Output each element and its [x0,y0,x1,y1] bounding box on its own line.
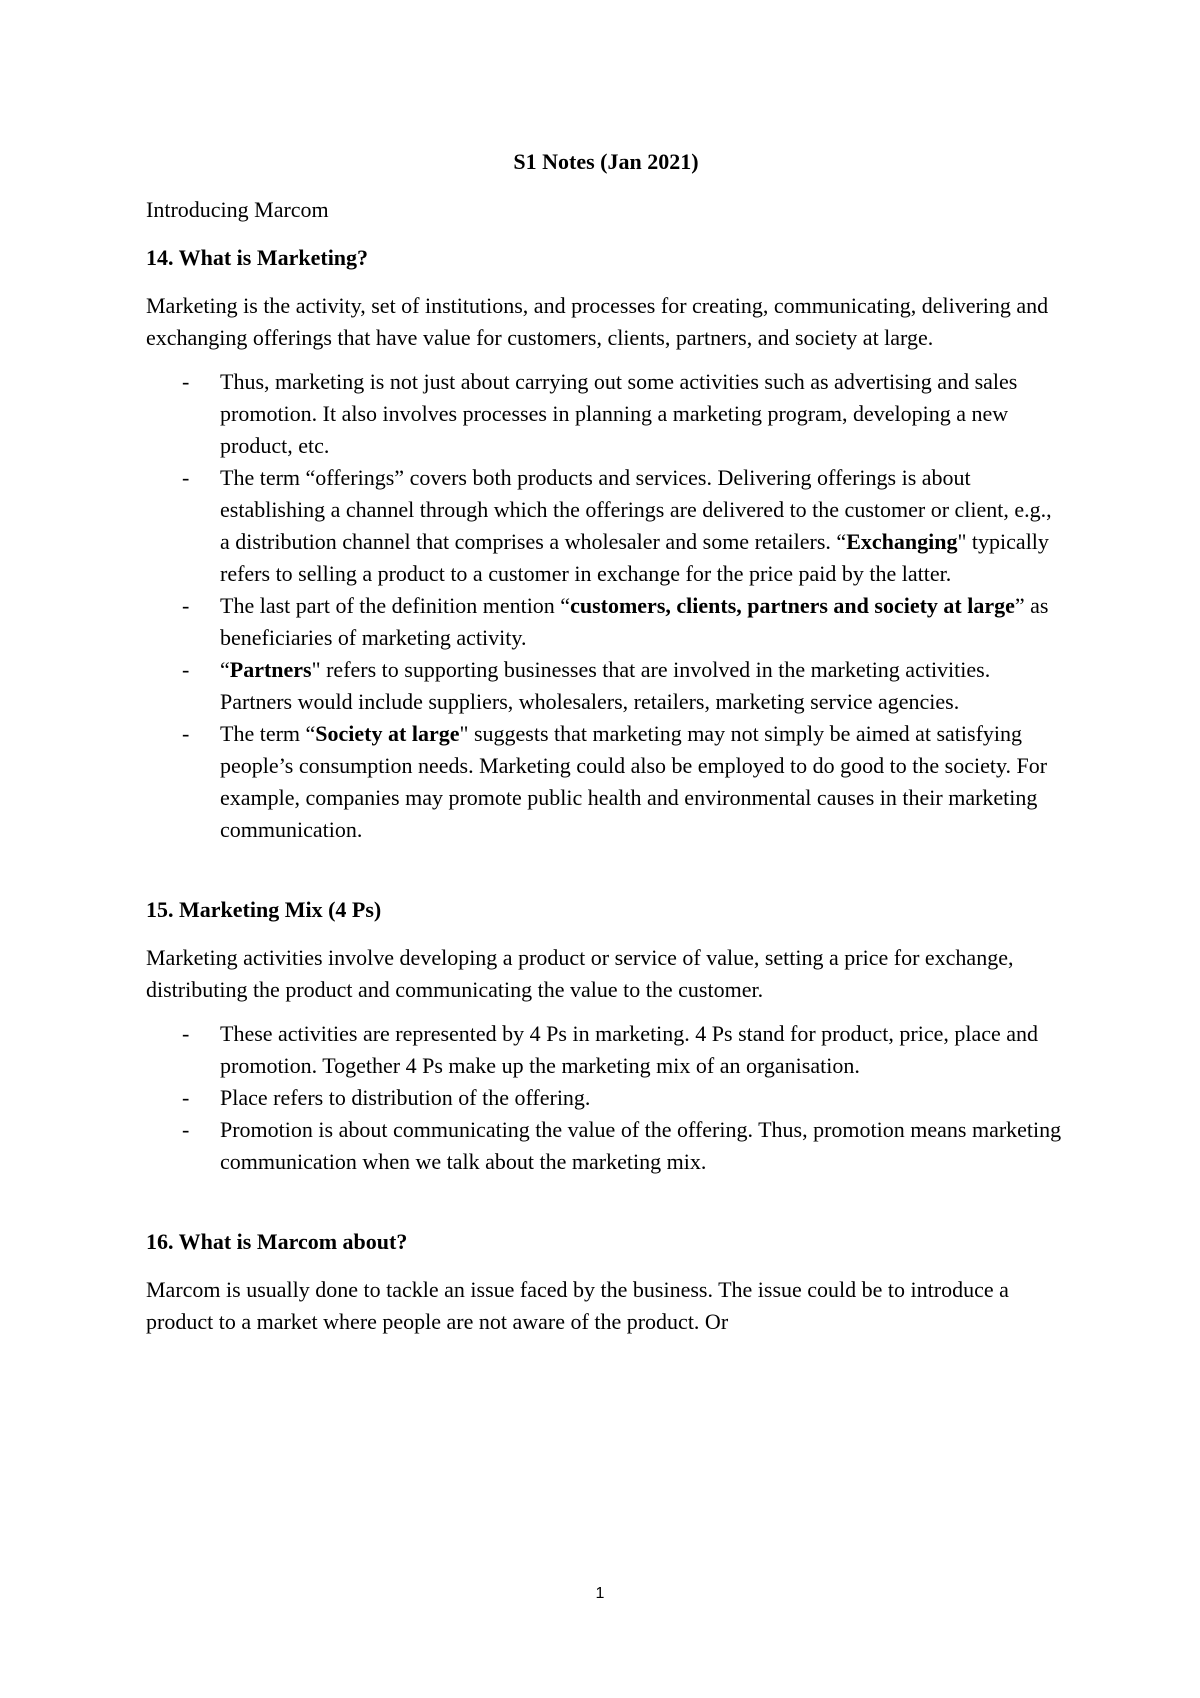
section-15-heading: 15. Marketing Mix (4 Ps) [146,897,382,922]
bullet-text-pre: “ [220,657,230,682]
section-15-bullet-3 [146,1114,1066,1178]
bullet-text: Promotion is about communicating the value of the offering. Thus, promotion means marketing communication when we talk about the marketing mix. [220,1117,1062,1174]
section-16-heading: 16. What is Marcom about? [146,1229,408,1254]
bullet-text-post: " typically refers to selling a product to a customer in exchange for the price paid by the latter. [220,529,1049,586]
page-number: 1 [595,1585,605,1602]
bullet-text-pre: The last part of the definition mention “ [220,593,571,618]
bullet-bold-term: Exchanging [846,529,958,554]
section-14-bullet-list [146,366,1066,846]
bullet-text: Place refers to distribution of the offering. [220,1085,591,1110]
section-spacer [146,1178,1066,1226]
section-14-bullet-1 [146,366,1066,462]
bullet-text: These activities are represented by 4 Ps in marketing. 4 Ps stand for product, price, place and promotion. Together 4 Ps make up the marketing mix of an organisation. [220,1021,1039,1078]
bullet-text-post: " refers to supporting businesses that are involved in the marketing activities. Partners would include suppliers, wholesalers, retailers, marketing service agencies. [220,657,991,714]
section-16-intro: Marcom is usually done to tackle an issue faced by the business. The issue could be to introduce a product to a market where people are not aware of the product. Or [146,1277,1009,1334]
section-14-bullet-4 [146,654,1066,718]
section-15-bullet-1 [146,1018,1066,1082]
page-content [146,146,1066,1350]
bullet-bold-term: Partners [229,657,312,682]
document-subtitle: Introducing Marcom [146,197,329,222]
document-title: S1 Notes (Jan 2021) [513,149,699,174]
section-14-bullet-5 [146,718,1066,846]
bullet-text-post: " suggests that marketing may not simply be aimed at satisfying people’s consumption needs. Marketing could also be employed to do good to the society. For example, companies may promote public health and environmental causes in their marketing communication. [220,721,1048,842]
section-spacer [146,846,1066,894]
bullet-text-pre: The term “ [220,721,316,746]
section-15-intro: Marketing activities involve developing a product or service of value, setting a price for exchange, distributing the product and communicating the value to the customer. [146,945,1014,1002]
bullet-text-post: ” as beneficiaries of marketing activity. [220,593,1049,650]
section-15-bullet-2 [146,1082,1066,1114]
bullet-bold-term: customers, clients, partners and society at large [570,593,1015,618]
section-15-bullet-list [146,1018,1066,1178]
section-14-bullet-3 [146,590,1066,654]
section-14-heading: 14. What is Marketing? [146,245,369,270]
bullet-text: Thus, marketing is not just about carrying out some activities such as advertising and sales promotion. It also involves processes in planning a marketing program, developing a new product, etc. [220,369,1018,458]
section-14-definition: Marketing is the activity, set of institutions, and processes for creating, communicating, delivering and exchanging offerings that have value for customers, clients, partners, and society at large. [146,293,1049,350]
section-14-bullet-2 [146,462,1066,590]
bullet-text-pre: The term “offerings” covers both products and services. Delivering offerings is about establishing a channel through which the offerings are delivered to the customer or client, e.g., a distribution channel that comprises a wholesaler and some retailers. “ [220,465,1052,554]
bullet-bold-term: Society at large [315,721,460,746]
